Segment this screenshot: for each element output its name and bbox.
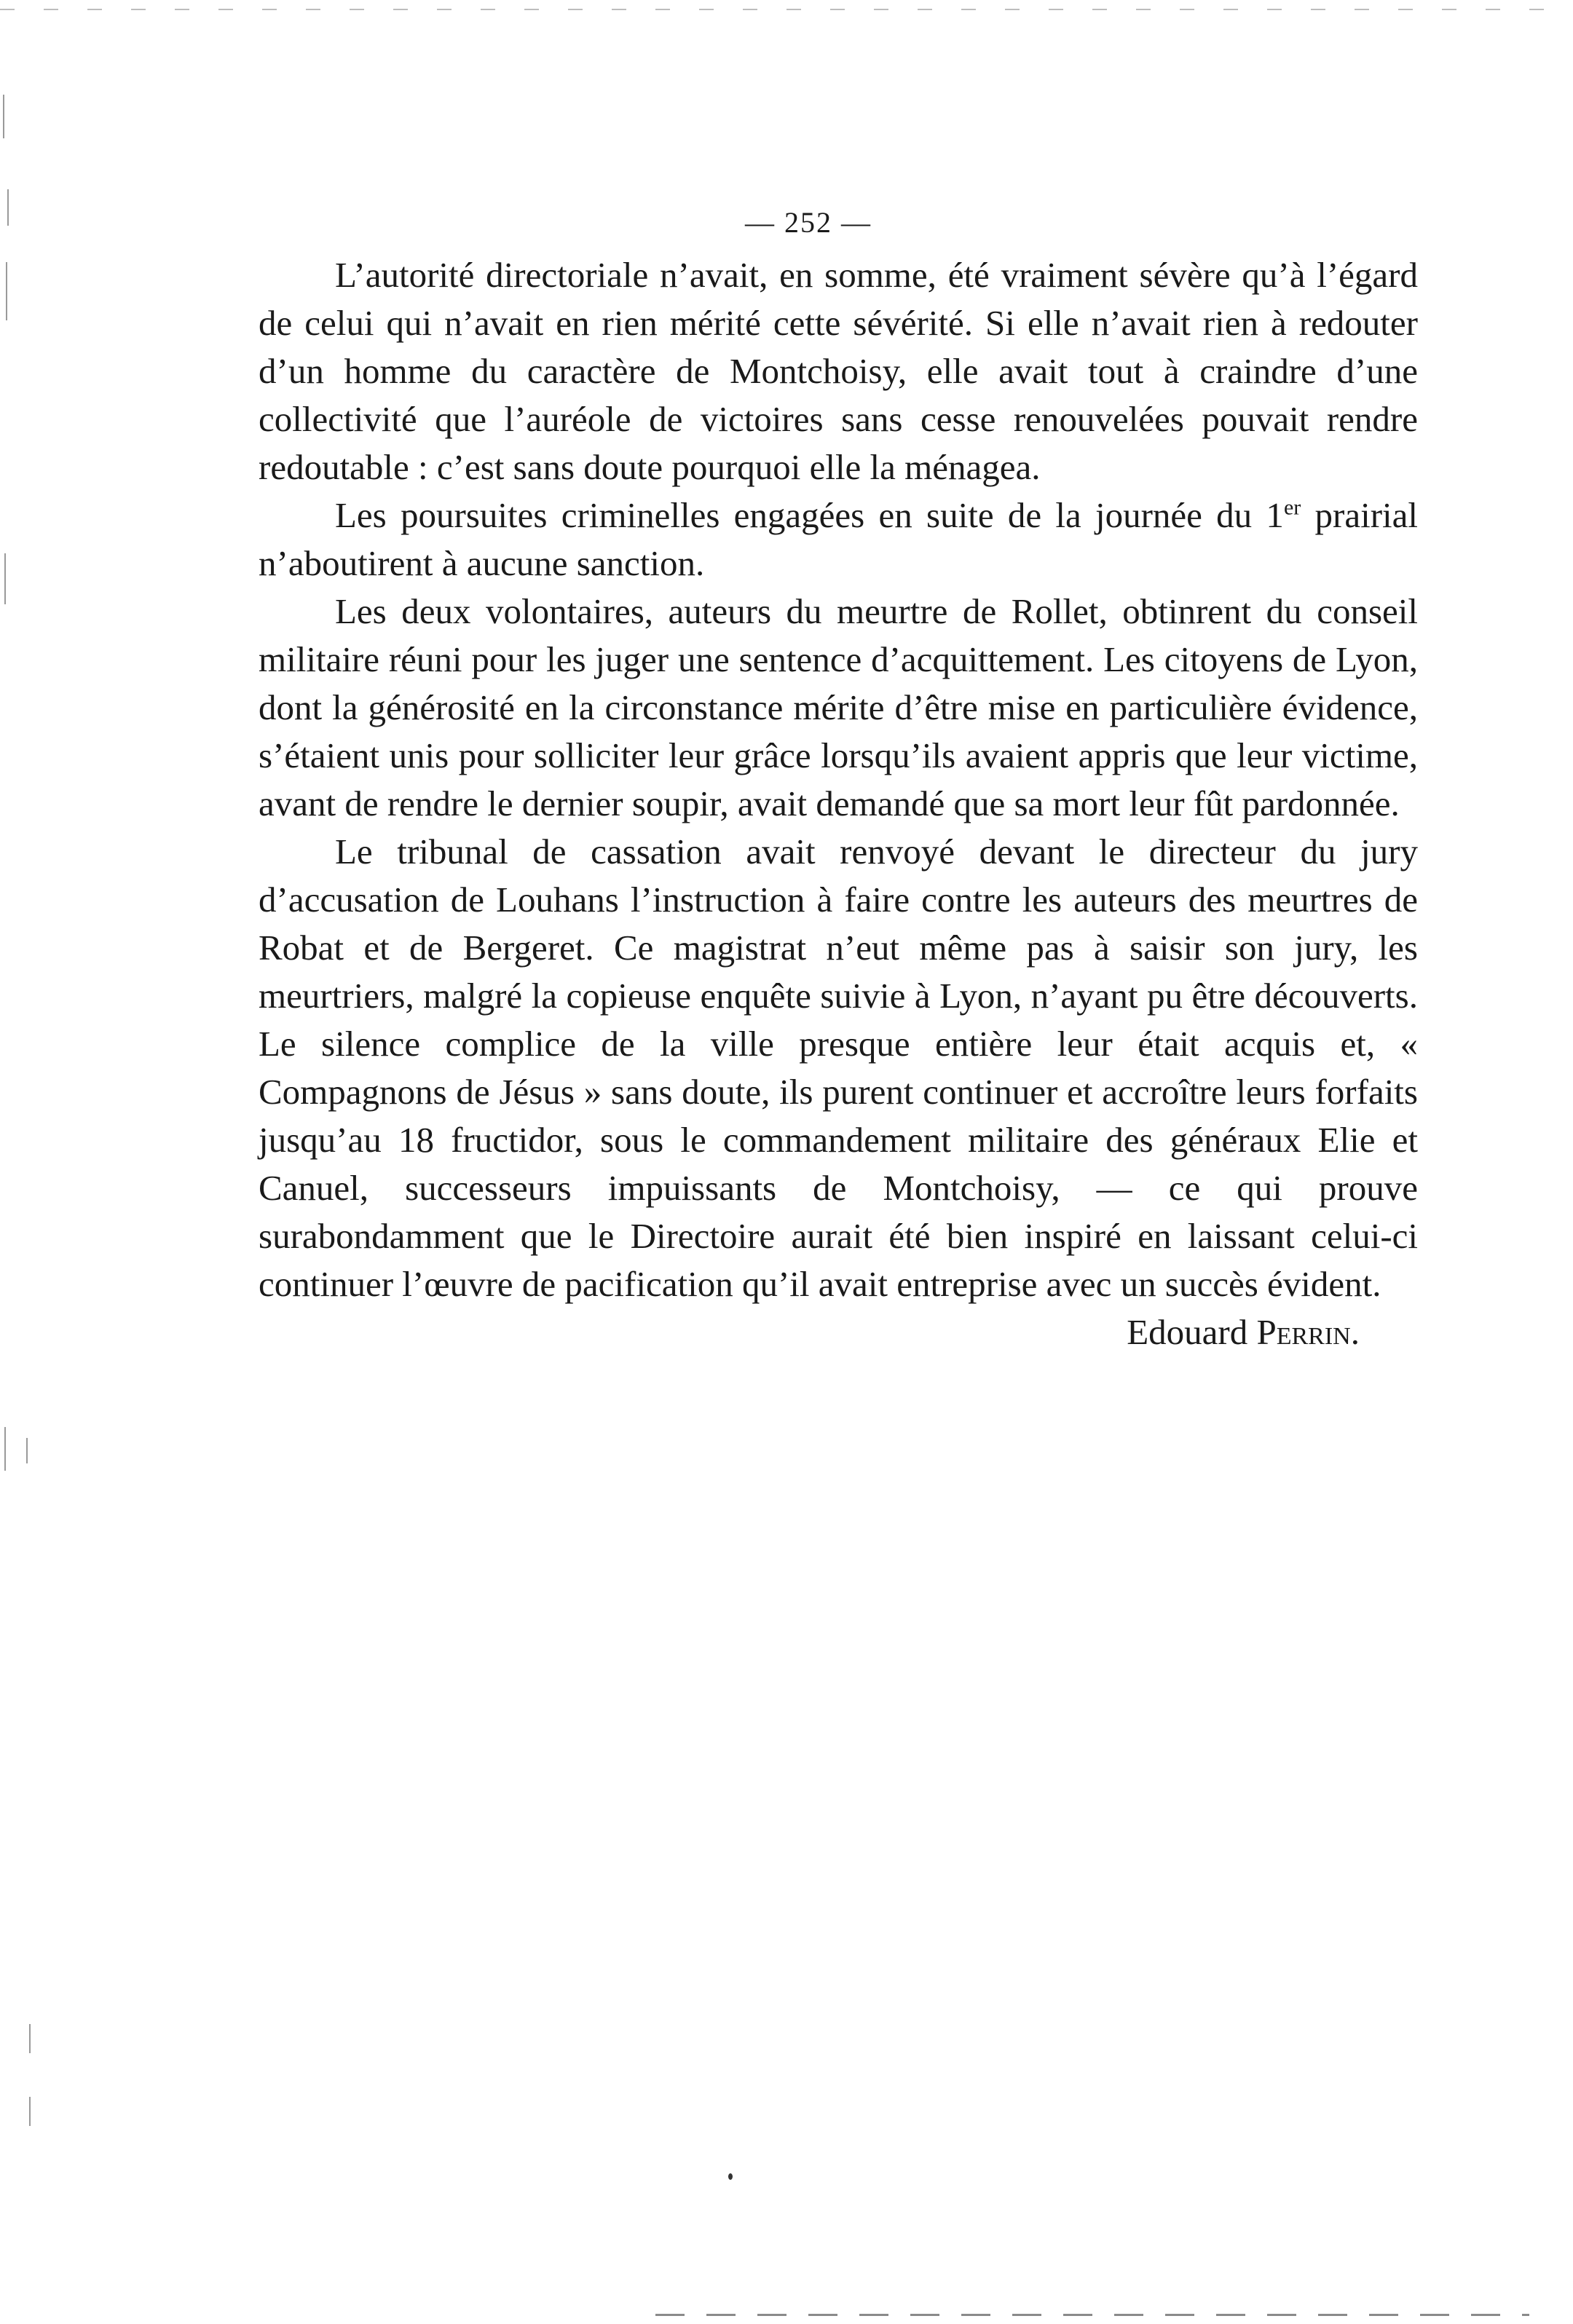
paragraph-2-text-start: Les poursuites criminelles engagées en suite de la journée du 1: [335, 495, 1284, 535]
scan-artifact-left: [4, 1427, 6, 1471]
paragraph-1: L’autorité directoriale n’avait, en somme, été vraiment sévère qu’à l’égard de celui qui n’avait en rien mérité cette sévérité. Si elle n’avait rien à redouter d’un homme du caractère de Montchoisy, elle avait tout à craindre d’une collectivité que l’auréole de victoires sans cesse renouvelées pouvait rendre redoutable : c’est sans doute pourquoi elle la ménagea.: [259, 255, 1418, 487]
page-number: — 252 —: [745, 206, 872, 239]
main-text: [259, 251, 1418, 1356]
scan-artifact-left: [29, 2024, 31, 2053]
scan-artifact-left: [29, 2097, 31, 2126]
signature-first-name: Edouard: [1127, 1312, 1248, 1352]
scan-artifact-dot: [728, 2173, 733, 2180]
scan-artifact-left: [26, 1438, 28, 1463]
signature: [259, 1308, 1418, 1356]
scan-artifact-left: [3, 95, 4, 138]
scan-artifact-top: [0, 9, 1573, 10]
signature-surname: Perrin.: [1256, 1312, 1360, 1352]
scan-artifact-left: [6, 262, 7, 320]
paragraph-4: Le tribunal de cassation avait renvoyé devant le directeur du jury d’accusation de Louhans l’instruction à faire contre les auteurs des meurtres de Robat et de Bergeret. Ce magistrat n’eut même pas à saisir son jury, les meurtriers, malgré la copieuse enquête suivie à Lyon, n’ayant pu être découverts. Le silence complice de la ville presque entière leur était acquis et, « Compagnons de Jésus » sans doute, ils purent continuer et accroître leurs forfaits jusqu’au 18 fructidor, sous le commandement militaire des généraux Elie et Canuel, successeurs impuissants de Montchoisy, — ce qui prouve surabondamment que le Directoire aurait été bien inspiré en laissant celui-ci continuer l’œuvre de pacification qu’il avait entreprise avec un succès évident.: [259, 831, 1418, 1304]
ordinal-superscript: er: [1283, 495, 1301, 520]
scan-artifact-bottom: [655, 2314, 1529, 2316]
scan-artifact-left: [4, 553, 6, 604]
paragraph-3: Les deux volontaires, auteurs du meurtre de Rollet, obtinrent du conseil militaire réuni pour les juger une sentence d’acquittement. Les citoyens de Lyon, dont la générosité en la circonstance mérite d’être mise en particulière évidence, s’étaient unis pour solliciter leur grâce lorsqu’ils avaient appris que leur victime, avant de rendre le dernier soupir, avait demandé que sa mort leur fût pardonnée.: [259, 591, 1418, 823]
paragraph-2-text-end: prairial n’aboutirent à aucune sanction.: [259, 495, 1418, 583]
paragraph-2: [259, 491, 1418, 588]
